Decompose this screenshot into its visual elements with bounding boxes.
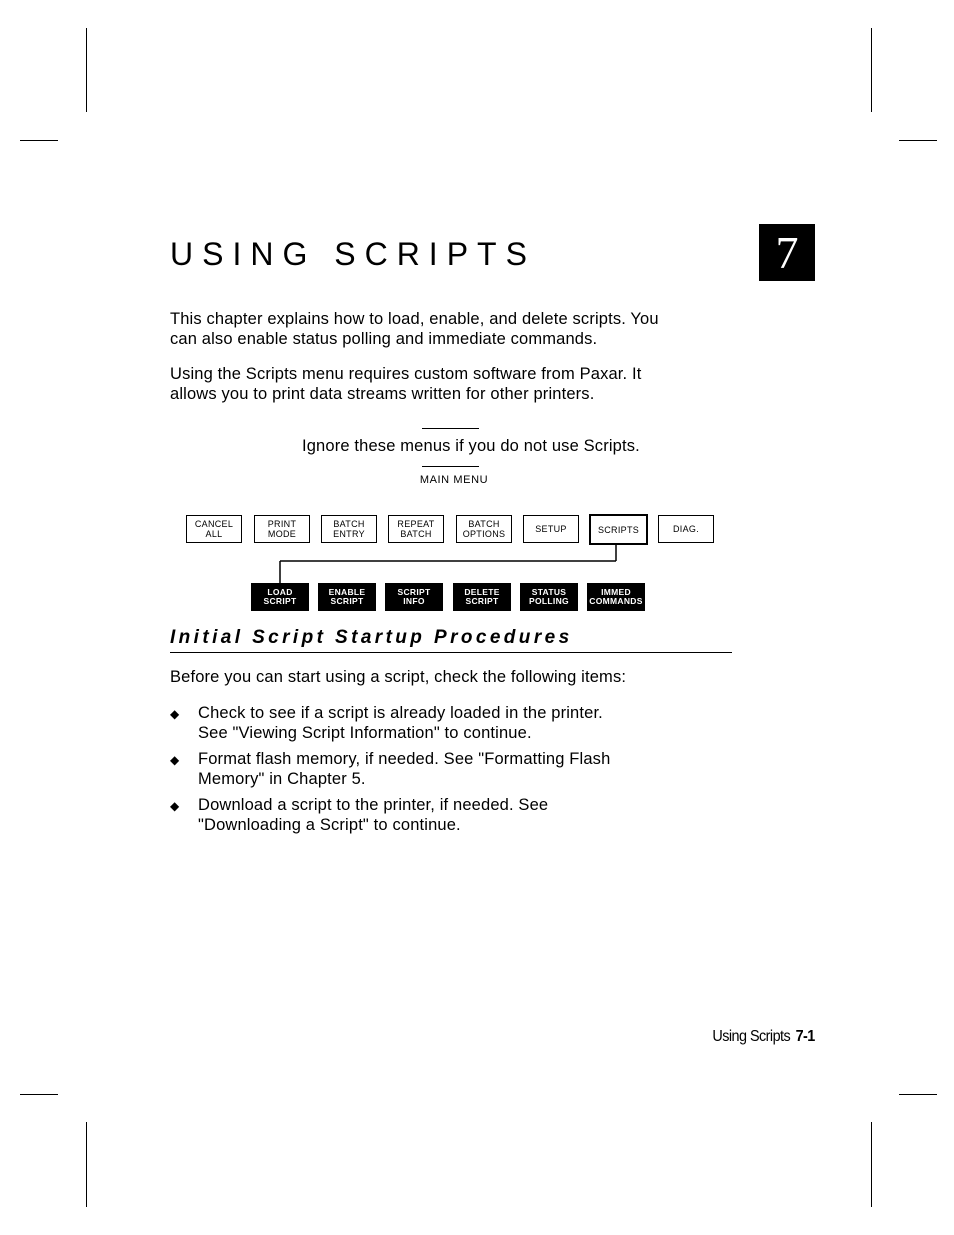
submenu-item-line: IMMED xyxy=(601,586,631,597)
submenu-immed-commands[interactable] xyxy=(587,583,645,611)
note-rule-top xyxy=(422,428,479,429)
submenu-item-line: SCRIPT xyxy=(465,596,499,606)
menu-item-line: PRINT xyxy=(267,519,297,529)
menu-item-line: CANCEL xyxy=(194,519,234,529)
menu-item-line: REPEAT xyxy=(397,519,435,529)
crop-mark xyxy=(899,1094,937,1095)
main-menu-diag[interactable] xyxy=(658,515,714,543)
diamond-bullet-icon: ◆ xyxy=(170,753,180,767)
chapter-title: USING SCRIPTS xyxy=(170,236,536,272)
note-rule-bottom xyxy=(422,466,479,467)
text-line: This chapter explains how to load, enable, and delete scripts. You xyxy=(170,310,659,328)
submenu-item-line: SCRIPT xyxy=(330,596,364,606)
submenu-item-line: STATUS xyxy=(531,586,567,597)
diamond-bullet-icon: ◆ xyxy=(170,799,180,813)
menu-item-line: ALL xyxy=(205,529,223,539)
text-line: Check to see if a script is already loaded in the printer. xyxy=(198,704,603,722)
text-line: can also enable status polling and immediate commands. xyxy=(170,329,598,348)
text-line: Memory" in Chapter 5. xyxy=(198,769,366,788)
crop-mark xyxy=(20,140,58,141)
menu-item-line: DIAG. xyxy=(672,524,699,534)
section-lead xyxy=(170,668,750,688)
main-menu-setup[interactable] xyxy=(523,515,579,543)
crop-mark xyxy=(871,28,872,112)
main-menu-label: MAIN MENU xyxy=(419,474,489,486)
list-item-text xyxy=(198,750,610,789)
section-rule xyxy=(170,652,732,653)
menu-item-line: SETUP xyxy=(535,524,567,534)
menu-item-line: BATCH xyxy=(400,529,432,539)
section-title: Initial Script Startup Procedures xyxy=(170,627,573,648)
menu-item-line: SCRIPTS xyxy=(597,524,640,535)
note-text: Ignore these menus if you do not use Scripts. xyxy=(302,437,640,455)
text-line: See "Viewing Script Information" to continue. xyxy=(198,723,532,742)
diamond-bullet-icon: ◆ xyxy=(170,707,180,721)
submenu-enable-script[interactable] xyxy=(318,583,376,611)
main-menu-repeat-batch[interactable] xyxy=(388,515,444,543)
submenu-item-line: ENABLE xyxy=(328,586,366,597)
intro-paragraph-1 xyxy=(170,310,750,349)
page-footer xyxy=(713,1028,815,1046)
chapter-tab: 7 xyxy=(759,224,815,281)
menu-item-line: BATCH xyxy=(333,519,365,529)
submenu-item-line: DELETE xyxy=(464,586,500,597)
main-menu-print-mode[interactable] xyxy=(254,515,310,543)
main-menu-batch-options[interactable] xyxy=(456,515,512,543)
submenu-load-script[interactable] xyxy=(251,583,309,611)
crop-mark xyxy=(899,140,937,141)
list-item-text xyxy=(198,796,548,835)
submenu-status-polling[interactable] xyxy=(520,583,578,611)
menu-item-line: ENTRY xyxy=(333,529,365,539)
text-line: allows you to print data streams written for other printers. xyxy=(170,384,595,403)
crop-mark xyxy=(86,28,87,112)
menu-item-line: BATCH xyxy=(468,519,500,529)
crop-mark xyxy=(871,1122,872,1207)
crop-mark xyxy=(86,1122,87,1207)
footer-page-number: 7-1 xyxy=(795,1028,815,1045)
footer-section-name: Using Scripts xyxy=(712,1028,791,1045)
menu-item-line: MODE xyxy=(267,529,297,539)
text-line: Before you can start using a script, check the following items: xyxy=(170,668,627,686)
main-menu-cancel-all[interactable] xyxy=(186,515,242,543)
submenu-script-info[interactable] xyxy=(385,583,443,611)
menu-item-line: OPTIONS xyxy=(462,529,506,539)
text-line: "Downloading a Script" to continue. xyxy=(198,815,461,834)
submenu-item-line: SCRIPT xyxy=(397,586,431,597)
main-menu-batch-entry[interactable] xyxy=(321,515,377,543)
submenu-item-line: POLLING xyxy=(529,596,569,606)
main-menu-scripts[interactable] xyxy=(589,514,648,545)
text-line: Download a script to the printer, if needed. See xyxy=(198,796,549,814)
intro-paragraph-2 xyxy=(170,365,750,404)
submenu-item-line: SCRIPT xyxy=(263,596,297,606)
submenu-item-line: COMMANDS xyxy=(589,596,643,606)
text-line: Using the Scripts menu requires custom software from Paxar. It xyxy=(170,365,642,383)
text-line: Format flash memory, if needed. See "Formatting Flash xyxy=(198,750,611,768)
submenu-item-line: INFO xyxy=(403,596,425,606)
crop-mark xyxy=(20,1094,58,1095)
submenu-delete-script[interactable] xyxy=(453,583,511,611)
list-item-text xyxy=(198,704,603,743)
submenu-item-line: LOAD xyxy=(267,586,293,597)
